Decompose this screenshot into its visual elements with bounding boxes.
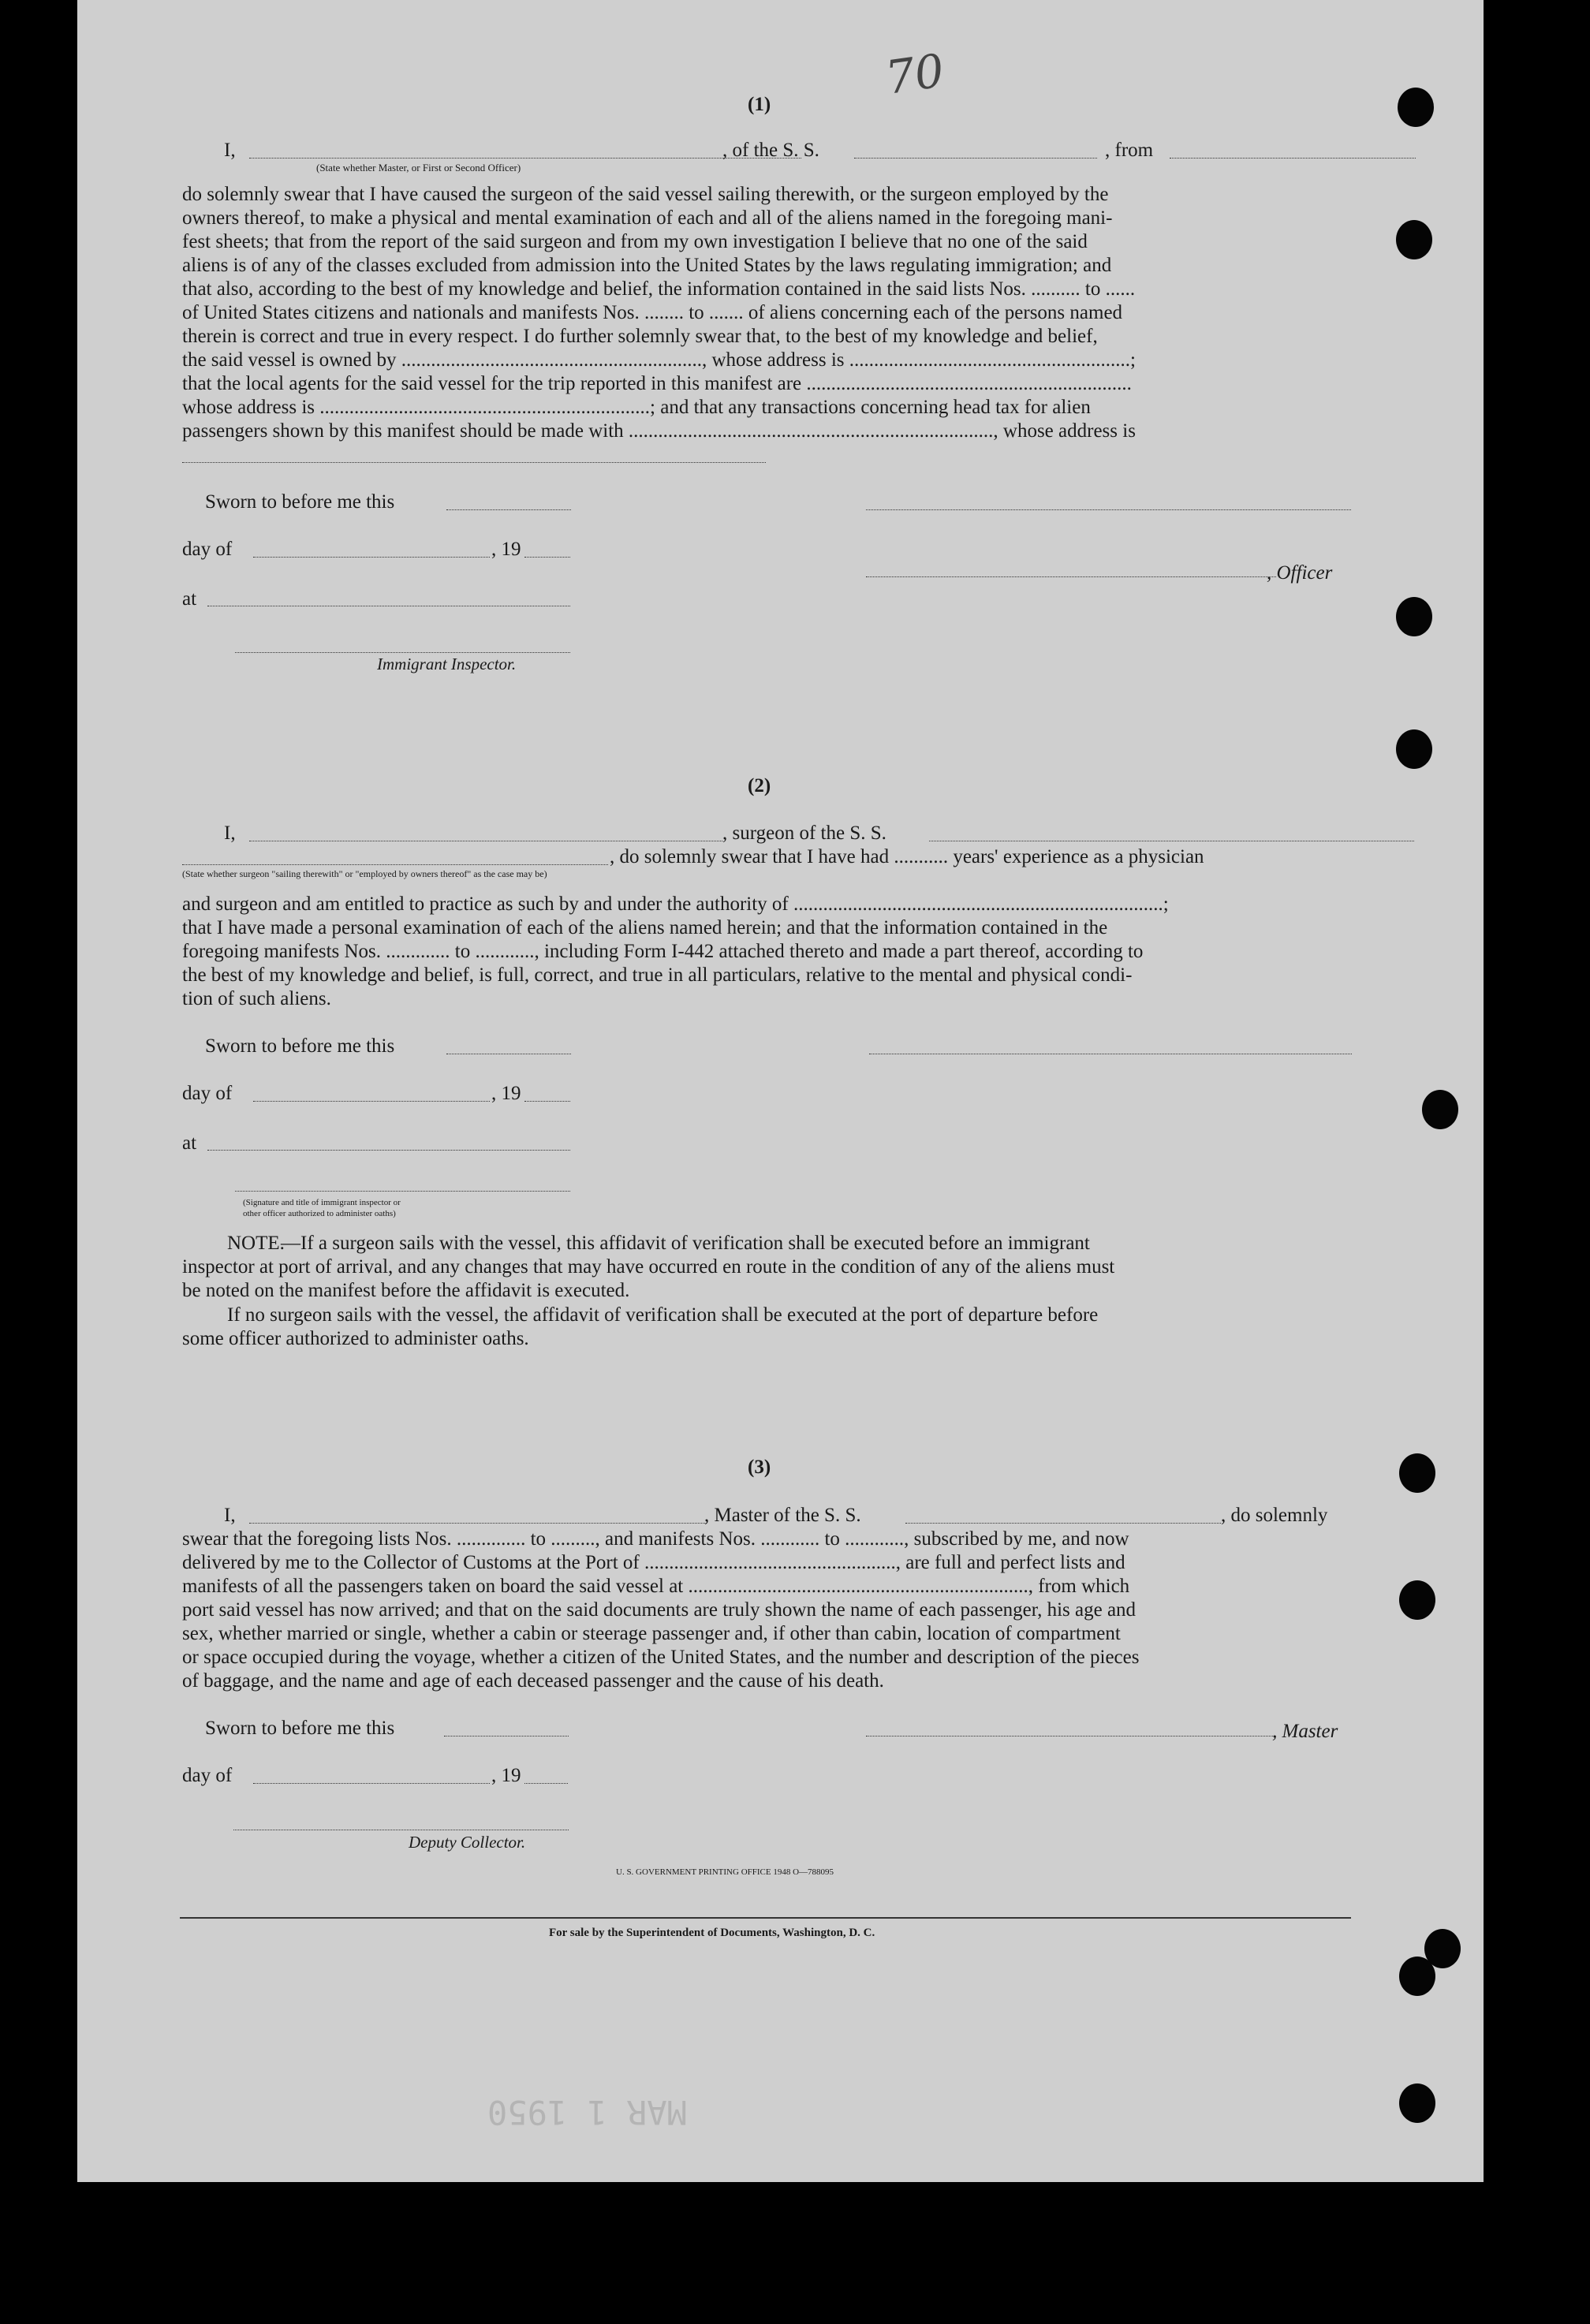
section3-master-of: , Master of the S. S.	[704, 1505, 861, 1526]
section1-officer-sign-line-2	[866, 576, 1276, 577]
section2-at: at	[182, 1132, 197, 1154]
ship-name-line	[854, 158, 1097, 159]
address-continuation-line	[182, 462, 766, 463]
section3-master: , Master	[1272, 1721, 1338, 1742]
footer-rule	[180, 1917, 1351, 1919]
punch-hole-2	[1396, 220, 1432, 259]
section1-sworn: Sworn to before me this	[205, 491, 395, 513]
section2-body-line-3: foregoing manifests Nos. ............. to ............, including Form I-442 attached thereto and made a part thereof, according to	[182, 941, 1144, 962]
section3-body-line-4: port said vessel has now arrived; and that on the said documents are truly shown the name of each passenger, his age and	[182, 1599, 1137, 1621]
master-note: (State whether Master, or First or Second Officer)	[316, 162, 521, 173]
section1-at: at	[182, 588, 197, 610]
section3-master-line	[249, 1523, 707, 1524]
punch-hole-3	[1396, 597, 1432, 636]
section3-day-line	[253, 1783, 490, 1784]
section1-officer-sign-line-1	[866, 509, 1351, 510]
section2-number: (2)	[748, 775, 771, 796]
section1-body-line-4: aliens is of any of the classes excluded from admission into the United States by the laws regulating immigration; and	[182, 255, 1112, 276]
section1-body-line-5: that also, according to the best of my knowledge and belief, the information contained in the said lists Nos. .......... to ......	[182, 278, 1136, 300]
section2-surgeon-of: , surgeon of the S. S.	[722, 823, 886, 844]
section3-body-line-7: of baggage, and the name and age of each deceased passenger and the cause of his death.	[182, 1670, 884, 1692]
for-sale-note: For sale by the Superintendent of Documents, Washington, D. C.	[549, 1927, 875, 1939]
sig-note-2: other officer authorized to administer oaths)	[243, 1209, 396, 1218]
section1-day-of: day of	[182, 539, 233, 560]
section1-sworn-line	[446, 509, 571, 510]
section2-body-line-2: that I have made a personal examination of each of the aliens named herein; and that the information contained in the	[182, 917, 1108, 938]
section3-body-line-5: sex, whether married or single, whether a cabin or steerage passenger and, if other than cabin, location of compartment	[182, 1623, 1121, 1644]
note-line-4: If no surgeon sails with the vessel, the affidavit of verification shall be executed at the port of departure before	[227, 1304, 1099, 1326]
punch-hole-9	[1399, 1957, 1435, 1996]
punch-hole-4	[1396, 729, 1432, 769]
section3-year: , 19	[491, 1765, 521, 1786]
section3-number: (3)	[748, 1457, 771, 1478]
section1-i: I,	[224, 140, 236, 161]
note-label: NOTE.	[227, 1233, 285, 1254]
section1-body-line-2: owners thereof, to make a physical and mental examination of each and all of the aliens named in the foregoing mani-	[182, 207, 1113, 229]
surgeon-note: (State whether surgeon "sailing therewith" or "employed by owners thereof" as the case may be)	[182, 868, 547, 879]
form-page	[77, 0, 1484, 2182]
section2-swear: , do solemnly swear that I have had ........... years' experience as a physician	[610, 846, 1204, 867]
section2-at-line	[207, 1150, 570, 1151]
section1-body-line-6: of United States citizens and nationals and manifests Nos. ........ to ....... of aliens concerning each of the persons named	[182, 302, 1123, 323]
section2-sworn: Sworn to before me this	[205, 1035, 395, 1057]
section1-body-line-7: therein is correct and true in every respect. I do further solemnly swear that, to the best of my knowledge and belief,	[182, 326, 1098, 347]
punch-hole-1	[1398, 88, 1434, 127]
note-line-5: some officer authorized to administer oaths.	[182, 1328, 529, 1349]
section1-year: , 19	[491, 539, 521, 560]
printing-office: U. S. GOVERNMENT PRINTING OFFICE 1948 O—788095	[616, 1867, 834, 1877]
section3-year-line	[524, 1783, 568, 1784]
section1-year-line	[524, 557, 570, 558]
surgeon-type-line	[182, 864, 608, 865]
punch-hole-5	[1422, 1090, 1458, 1129]
section2-body-line-5: tion of such aliens.	[182, 988, 331, 1009]
section1-body-line-3: fest sheets; that from the report of the said surgeon and from my own investigation I believe that no one of the said	[182, 231, 1088, 252]
note-line-2: inspector at port of arrival, and any changes that may have occurred en route in the condition of any of the aliens must	[182, 1256, 1115, 1278]
section1-of-ss: , of the S. S.	[722, 140, 819, 161]
punch-hole-7	[1399, 1580, 1435, 1620]
note-line-1: —If a surgeon sails with the vessel, this affidavit of verification shall be executed before an immigrant	[281, 1233, 1090, 1254]
section2-year-line	[524, 1101, 570, 1102]
section1-body-line-9: that the local agents for the said vessel for the trip reported in this manifest are ..................................................................	[182, 373, 1132, 394]
section3-sworn: Sworn to before me this	[205, 1718, 395, 1739]
sig-note-1: (Signature and title of immigrant inspector or	[243, 1198, 401, 1207]
section1-body-line-8: the said vessel is owned by ............................................................., whose address is .........................................................;	[182, 349, 1136, 371]
section1-from: , from	[1105, 140, 1154, 161]
section3-day-of: day of	[182, 1765, 233, 1786]
punch-hole-6	[1399, 1453, 1435, 1493]
section3-solemnly: , do solemnly	[1221, 1505, 1328, 1526]
note-line-3: be noted on the manifest before the affidavit is executed.	[182, 1280, 630, 1301]
section1-body-line-11: passengers shown by this manifest should be made with .........................................................................., whose address is	[182, 420, 1136, 442]
master-name-line	[249, 158, 801, 159]
section1-body-line-1: do solemnly swear that I have caused the surgeon of the said vessel sailing therewith, or the surgeon employed by the	[182, 184, 1109, 205]
section1-body-line-10: whose address is ...................................................................; and that any transactions concerning head tax for alien	[182, 397, 1091, 418]
section2-day-line	[253, 1101, 490, 1102]
immigrant-inspector: Immigrant Inspector.	[377, 655, 517, 673]
section2-body-line-1: and surgeon and am entitled to practice as such by and under the authority of ...........................................................................;	[182, 893, 1169, 915]
section2-sign-line	[235, 1191, 570, 1192]
section2-body-line-4: the best of my knowledge and belief, is full, correct, and true in all particulars, relative to the mental and physical condi-	[182, 964, 1133, 986]
section2-year: , 19	[491, 1083, 521, 1104]
handwritten-page-number: 70	[882, 43, 948, 105]
section3-ship-line	[905, 1523, 1221, 1524]
punch-hole-10	[1399, 2083, 1435, 2123]
section1-number: (1)	[748, 94, 771, 115]
section3-body-line-6: or space occupied during the voyage, whether a citizen of the United States, and the number and description of the pieces	[182, 1647, 1140, 1668]
section3-body-line-2: delivered by me to the Collector of Customs at the Port of ..................................................., are full and perfect lists and	[182, 1552, 1125, 1573]
from-port-line	[1170, 158, 1416, 159]
section1-officer: , Officer	[1267, 562, 1333, 584]
section3-body-line-1: swear that the foregoing lists Nos. .............. to ........., and manifests Nos. ............ to ............, subscribed by me, and now	[182, 1528, 1129, 1550]
deputy-collector: Deputy Collector.	[409, 1833, 526, 1852]
section2-day-of: day of	[182, 1083, 233, 1104]
section2-i: I,	[224, 823, 236, 844]
section3-body-line-3: manifests of all the passengers taken on board the said vessel at ....................................................................., from which	[182, 1576, 1130, 1597]
section1-day-line	[253, 557, 490, 558]
section3-i: I,	[224, 1505, 236, 1526]
date-stamp: MAR 1 1950	[487, 2093, 687, 2132]
